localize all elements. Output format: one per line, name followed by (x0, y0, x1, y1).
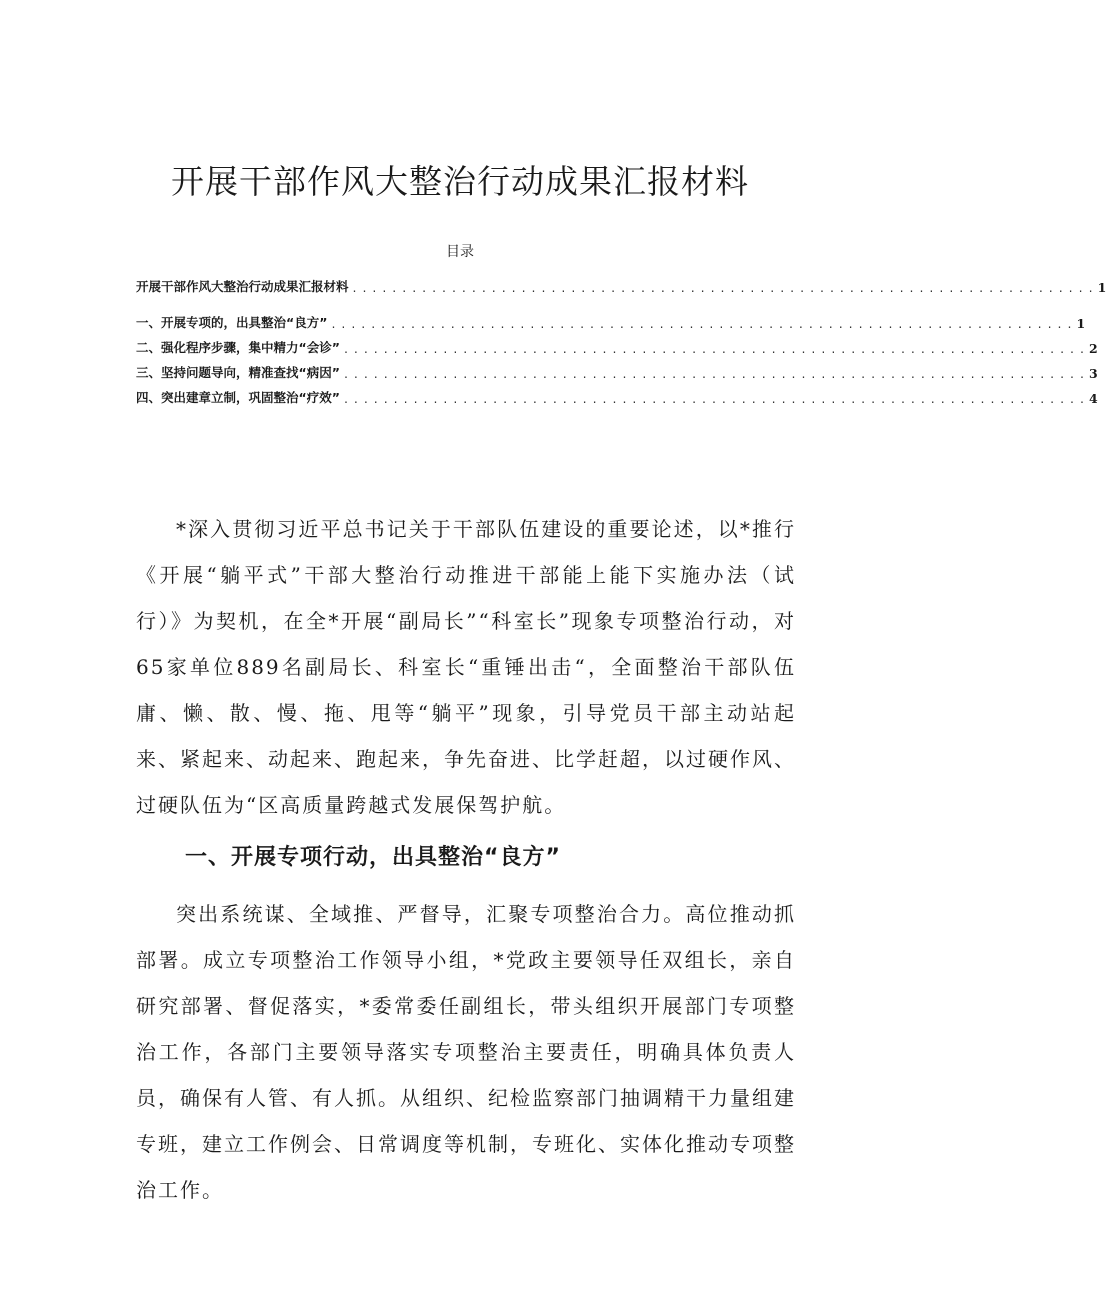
section-1-paragraph: 突出系统谋、全域推、严督导，汇聚专项整治合力。高位推动抓部署。成立专项整治工作领导小组，*党政主要领导任双组长，亲自研究部署、督促落实，*委常委任副组长，带头组织开展部门专项整治工作，各部门主要领导落实专项整治主要责任，明确具体负责人员，确保有人管、有人抓。从组织、纪检监察部门抽调精干力量组建专班，建立工作例会、日常调度等机制，专班化、实体化推动专项整治工作。 (136, 902, 796, 1202)
toc-leader: . . . . . . . . . . . . . . . . . . . . . . . . . . . . . . . . . . . . . . . . . . . . . . . . . . . . . . . . . . . . . . . . . . . . . . . . . . . (331, 316, 1073, 331)
toc-entry[interactable] (136, 313, 1086, 331)
toc-page-number: 3 (1088, 366, 1098, 381)
toc-page-number: 2 (1088, 341, 1098, 356)
toc-page-number: 1 (1076, 316, 1086, 331)
toc-entry[interactable] (136, 388, 1098, 406)
section-heading-1: 一、开展专项行动，出具整治“良方” (185, 845, 561, 870)
toc-entry-text: 二、强化程序步骤，集中精力“会诊” (136, 340, 340, 355)
toc-entry-text: 三、坚持问题导向，精准查找“病因” (136, 365, 340, 380)
toc-entry-text: 开展干部作风大整治行动成果汇报材料 (136, 279, 349, 294)
toc-leader: . . . . . . . . . . . . . . . . . . . . . . . . . . . . . . . . . . . . . . . . . . . . . . . . . . . . . . . . . . . . . . . . . . . . . . . . . . . (343, 366, 1085, 381)
intro-paragraph: *深入贯彻习近平总书记关于干部队伍建设的重要论述，以*推行《开展“躺平式”干部大整治行动推进干部能上能下实施办法（试行）》为契机，在全*开展“副局长”“科室长”现象专项整治行动，对65家单位889名副局长、科室长“重锤出击“，全面整治干部队伍庸、懒、散、慢、拖、甩等“躺平”现象，引导党员干部主动站起来、紧起来、动起来、跑起来，争先奋进、比学赶超，以过硬作风、过硬队伍为“区高质量跨越式发展保驾护航。 (136, 517, 796, 817)
toc-page-number: 4 (1088, 391, 1098, 406)
toc-entry[interactable] (136, 338, 1098, 356)
toc-heading: 目录 (446, 244, 474, 260)
toc-entry[interactable] (136, 277, 1106, 295)
toc-entry-text: 四、突出建章立制，巩固整治“疗效” (136, 390, 340, 405)
toc-page-number: 1 (1097, 280, 1106, 295)
document-title: 开展干部作风大整治行动成果汇报材料 (171, 162, 749, 201)
toc-leader: . . . . . . . . . . . . . . . . . . . . . . . . . . . . . . . . . . . . . . . . . . . . . . . . . . . . . . . . . . . . . . . . . . . . . . . . . . . (343, 341, 1085, 356)
toc-entry-text: 一、开展专项的，出具整治“良方” (136, 315, 328, 330)
toc-leader: . . . . . . . . . . . . . . . . . . . . . . . . . . . . . . . . . . . . . . . . . . . . . . . . . . . . . . . . . . . . . . . . . . . . . . . . . . . (343, 391, 1085, 406)
toc-entry[interactable] (136, 363, 1098, 381)
toc-leader: . . . . . . . . . . . . . . . . . . . . . . . . . . . . . . . . . . . . . . . . . . . . . . . . . . . . . . . . . . . . . . . . . . . . . . . . . . . (352, 280, 1094, 295)
